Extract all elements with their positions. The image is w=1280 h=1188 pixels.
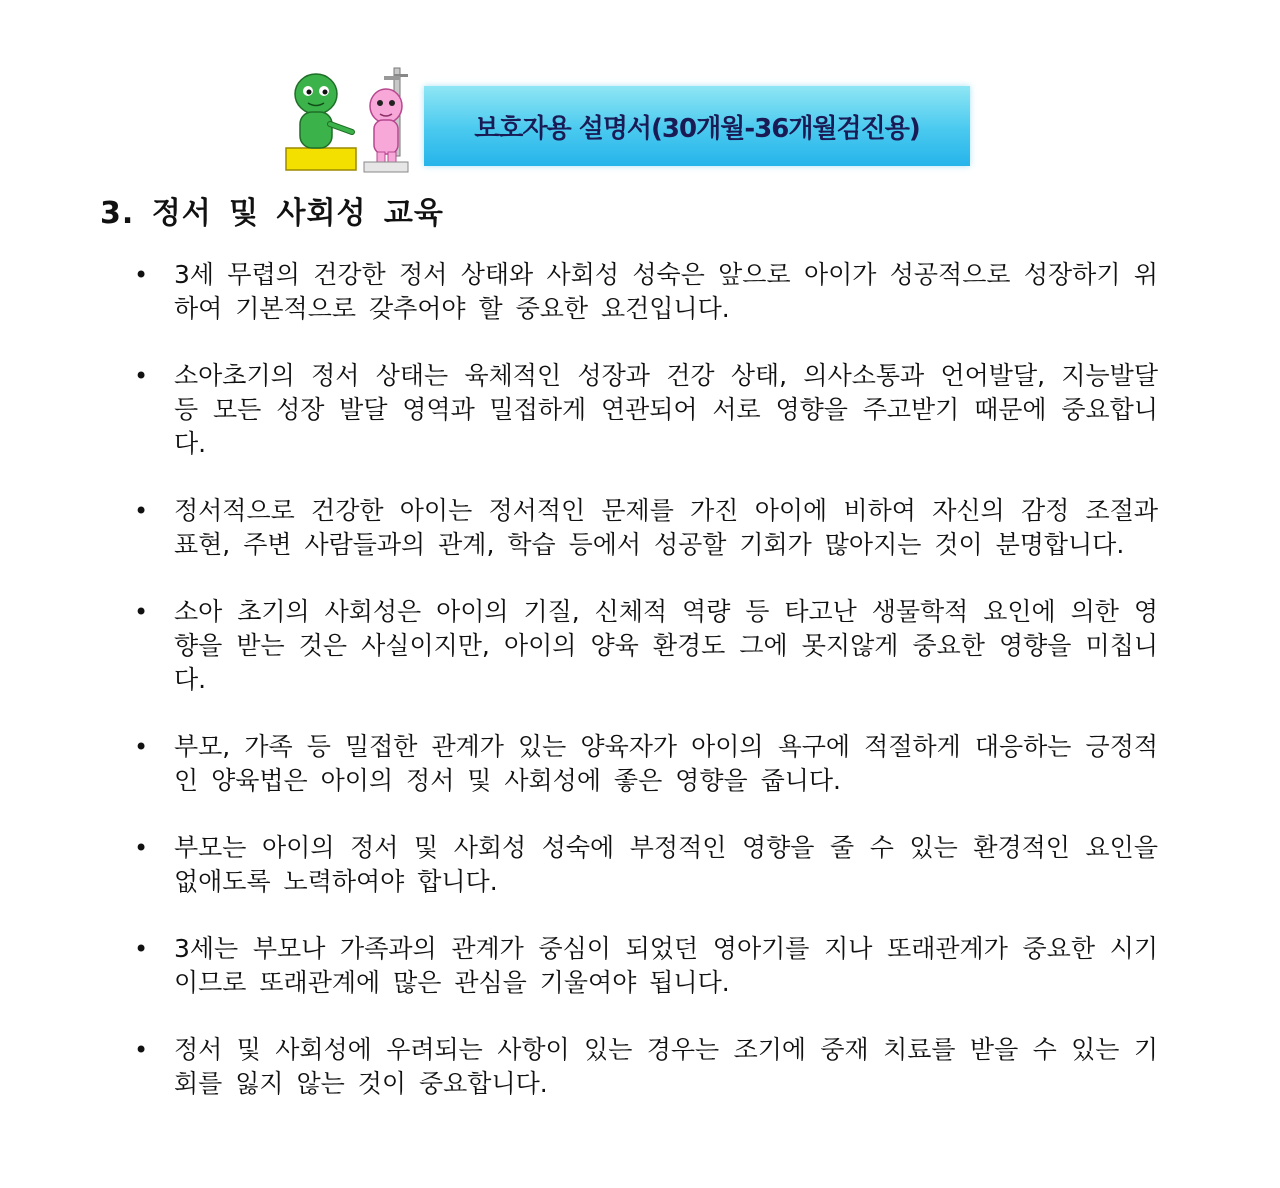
bullet-icon: •: [134, 497, 149, 525]
header: [280, 62, 980, 180]
title-banner: [424, 86, 970, 166]
bullet-icon: •: [134, 834, 149, 862]
list-item-text: 소아 초기의 사회성은 아이의 기질, 신체적 역량 등 타고난 생물학적 요인에 의한 영향을 받는 것은 사실이지만, 아이의 양육 환경도 그에 못지않게 중요한 영향을 미칩니다.: [174, 597, 1158, 694]
list-item-text: 정서적으로 건강한 아이는 정서적인 문제를 가진 아이에 비하여 자신의 감정 조절과 표현, 주변 사람들과의 관계, 학습 등에서 성공할 기회가 많아지는 것이 분명합니다.: [174, 496, 1158, 559]
list-item-text: 부모, 가족 등 밀접한 관계가 있는 양육자가 아이의 욕구에 적절하게 대응하는 긍정적인 양육법은 아이의 정서 및 사회성에 좋은 영향을 줍니다.: [174, 732, 1158, 795]
list-item: [132, 595, 1158, 697]
list-item: [132, 1033, 1158, 1101]
list-item-text: 부모는 아이의 정서 및 사회성 성숙에 부정적인 영향을 줄 수 있는 환경적인 요인을 없애도록 노력하여야 합니다.: [174, 833, 1158, 896]
list-item-text: 정서 및 사회성에 우려되는 사항이 있는 경우는 조기에 중재 치료를 받을 수 있는 기회를 잃지 않는 것이 중요합니다.: [174, 1035, 1158, 1098]
list-item-text: 3세는 부모나 가족과의 관계가 중심이 되었던 영아기를 지나 또래관계가 중요한 시기이므로 또래관계에 많은 관심을 기울여야 됩니다.: [174, 934, 1158, 997]
bullet-icon: •: [134, 362, 149, 390]
section-title: 3. 정서 및 사회성 교육: [100, 196, 444, 231]
bullet-icon: •: [134, 261, 149, 289]
bullet-list: [132, 258, 1158, 1134]
list-item: [132, 831, 1158, 899]
children-height-measurement-icon: [280, 62, 422, 180]
bullet-icon: •: [134, 1036, 149, 1064]
bullet-icon: •: [134, 935, 149, 963]
bullet-icon: •: [134, 598, 149, 626]
list-item: [132, 359, 1158, 461]
list-item: [132, 258, 1158, 326]
list-item-text: 3세 무렵의 건강한 정서 상태와 사회성 성숙은 앞으로 아이가 성공적으로 성장하기 위하여 기본적으로 갖추어야 할 중요한 요건입니다.: [174, 260, 1158, 323]
list-item: [132, 730, 1158, 798]
bullet-icon: •: [134, 733, 149, 761]
list-item: [132, 932, 1158, 1000]
list-item-text: 소아초기의 정서 상태는 육체적인 성장과 건강 상태, 의사소통과 언어발달, 지능발달 등 모든 성장 발달 영역과 밀접하게 연관되어 서로 영향을 주고받기 때문에 중요합니다.: [174, 361, 1158, 458]
list-item: [132, 494, 1158, 562]
banner-title: 보호자용 설명서(30개월-36개월검진용): [474, 113, 920, 144]
